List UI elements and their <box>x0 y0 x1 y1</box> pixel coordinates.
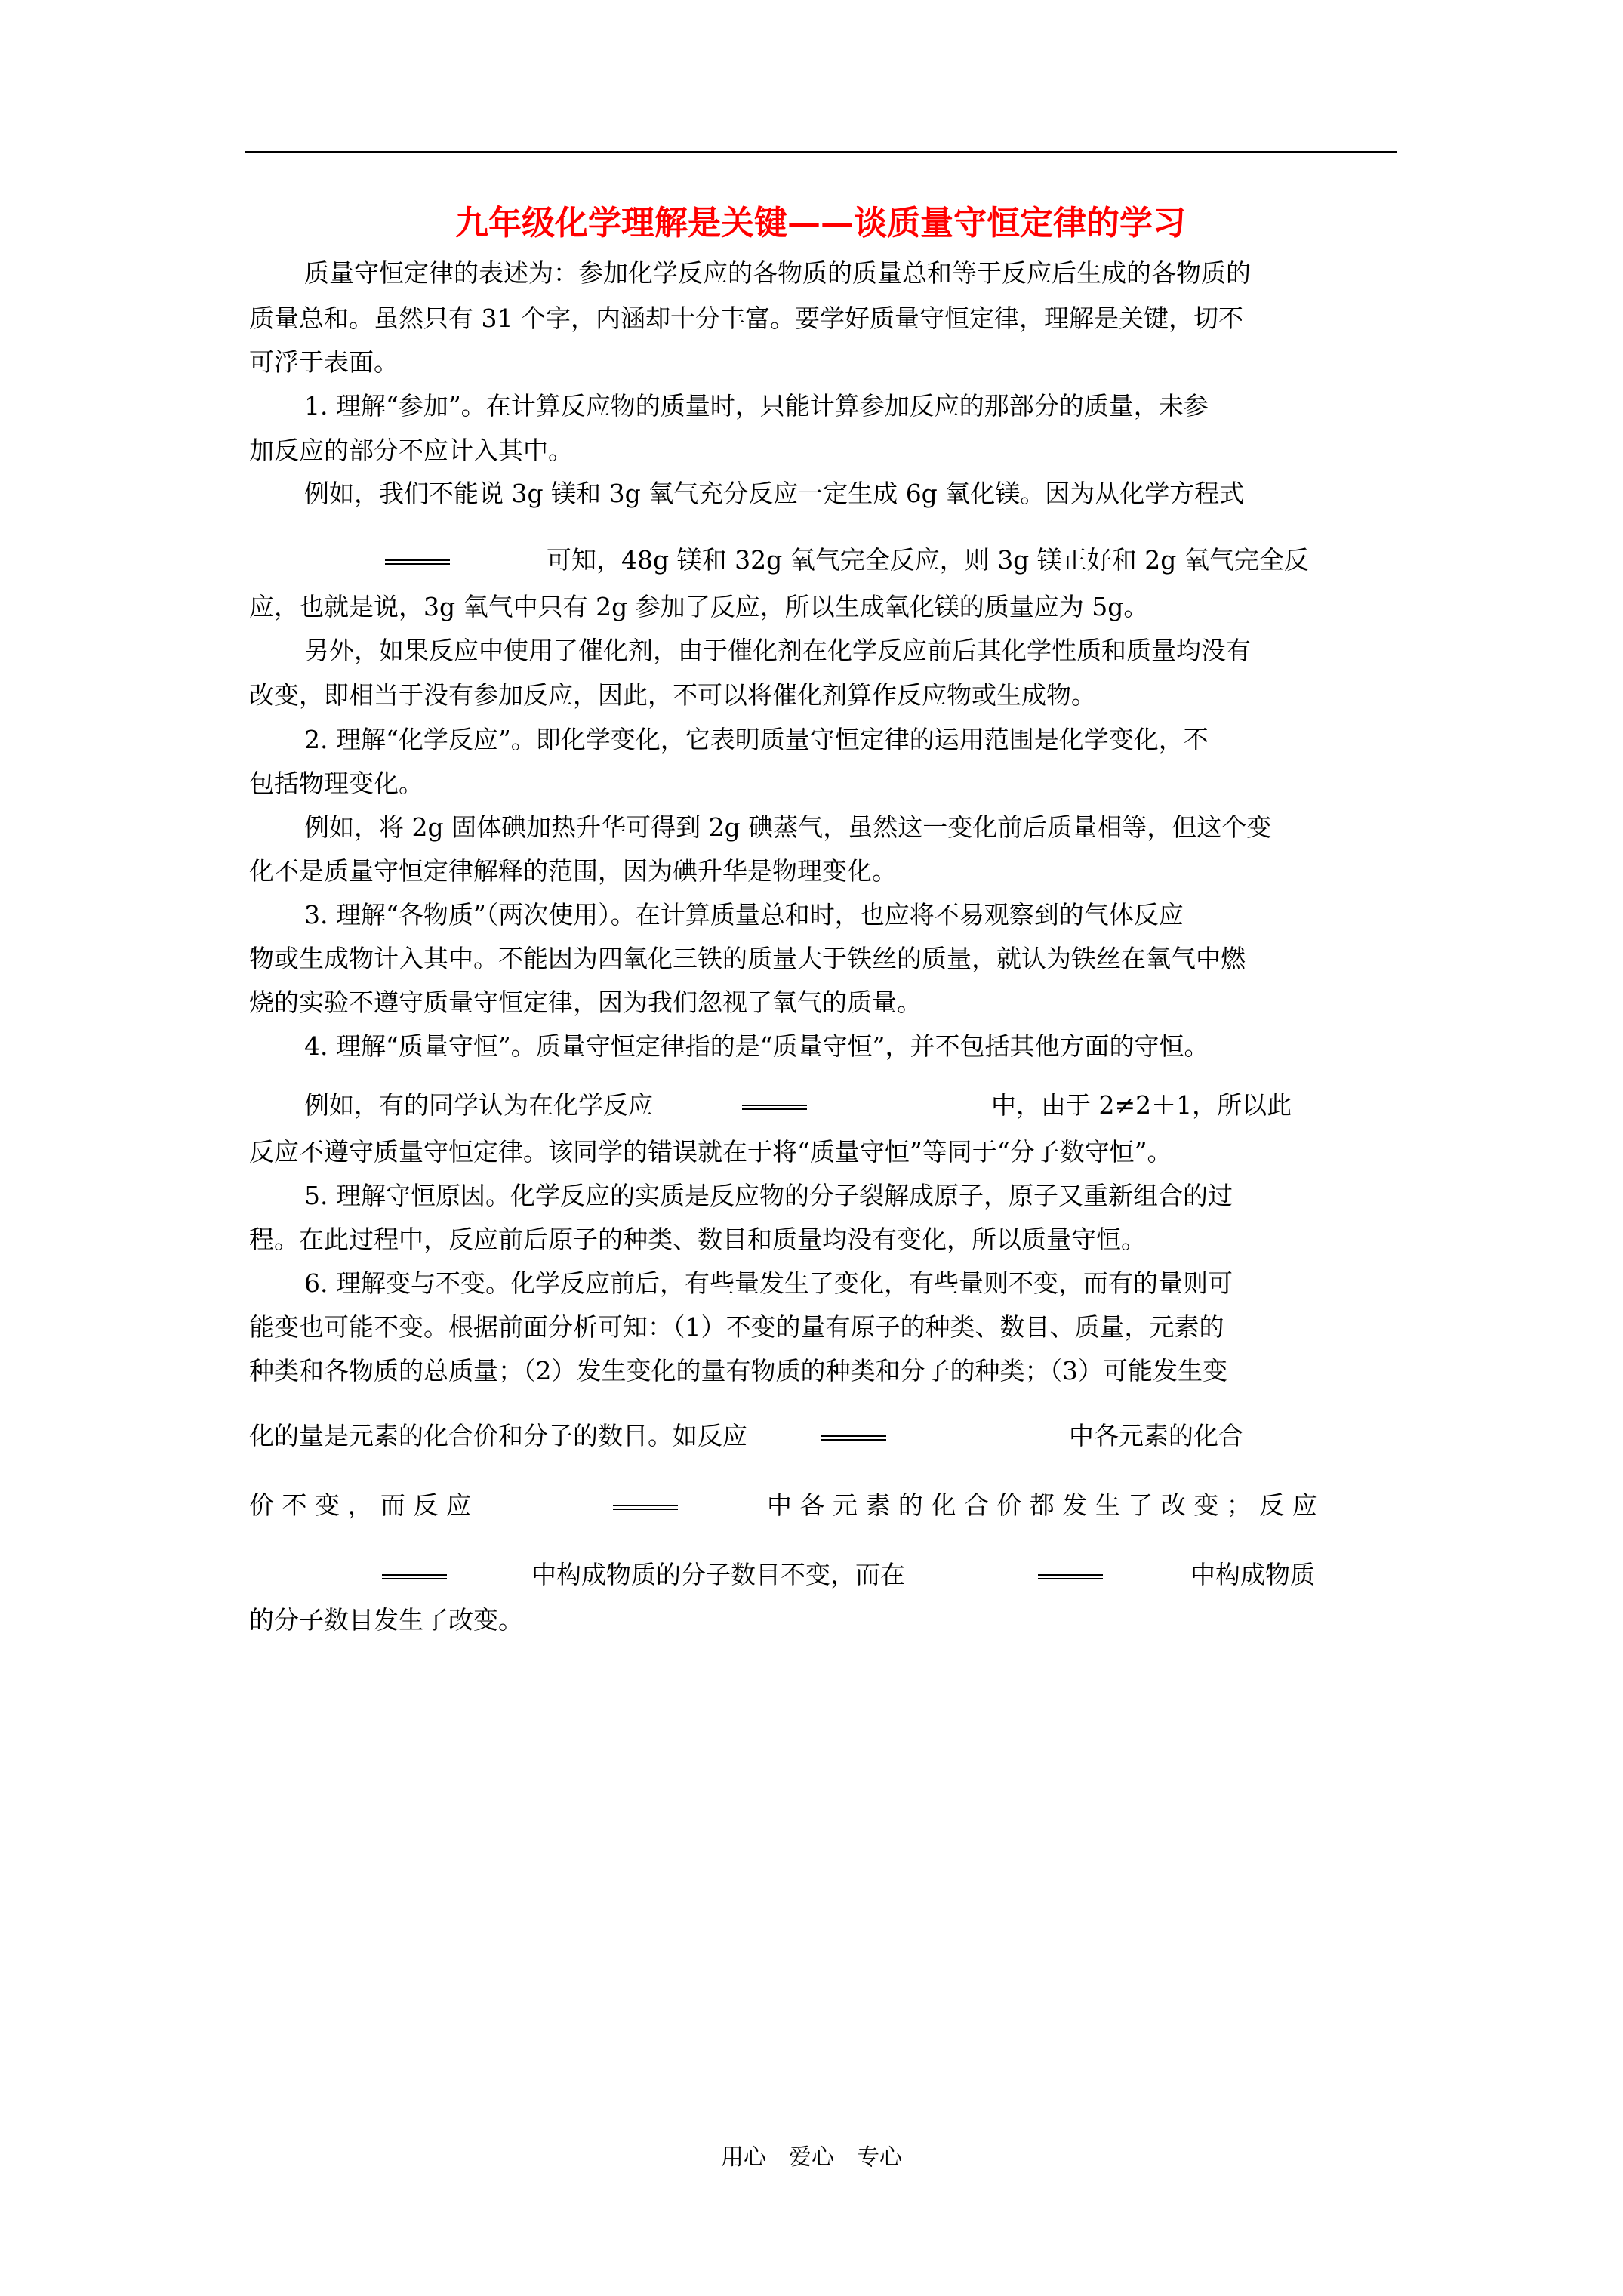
equation-line <box>249 1557 1397 1593</box>
paragraph-text: 中构成物质的分子数目不变，而在 <box>531 1560 905 1589</box>
paragraph-line: 包括物理变化。 <box>249 769 423 798</box>
paragraph-line: 的分子数目发生了改变。 <box>249 1605 523 1635</box>
paragraph-line: 另外，如果反应中使用了催化剂，由于催化剂在化学反应前后其化学性质和质量均没有 <box>304 636 1251 665</box>
paragraph-line: 6. 理解变与不变。化学反应前后，有些量发生了变化，有些量则不变，而有的量则可 <box>304 1268 1233 1298</box>
equation-equals-sign <box>613 1505 678 1510</box>
page-title: 九年级化学理解是关键——谈质量守恒定律的学习 <box>455 204 1186 242</box>
paragraph-line: 质量总和。虽然只有 31 个字，内涵却十分丰富。要学好质量守恒定律，理解是关键，切不 <box>249 304 1243 333</box>
paragraph-text: 中 各 元 素 的 化 合 价 都 发 生 了 改 变 ； 反 应 <box>766 1490 1317 1520</box>
equation-equals-sign <box>385 559 450 565</box>
equation-equals-sign <box>821 1435 886 1441</box>
equation-equals-sign <box>742 1105 807 1110</box>
paragraph-text: 中，由于 2≠2＋1，所以此 <box>991 1090 1292 1120</box>
paragraph-line: 例如，我们不能说 3g 镁和 3g 氧气充分反应一定生成 6g 氧化镁。因为从化学方程式 <box>304 479 1245 508</box>
paragraph-line: 可浮于表面。 <box>249 347 399 377</box>
paragraph-line: 烧的实验不遵守质量守恒定律，因为我们忽视了氧气的质量。 <box>249 988 922 1017</box>
paragraph-line: 质量守恒定律的表述为：参加化学反应的各物质的质量总和等于反应后生成的各物质的 <box>304 258 1251 288</box>
paragraph-line: 物或生成物计入其中。不能因为四氧化三铁的质量大于铁丝的质量，就认为铁丝在氧气中燃 <box>249 944 1246 973</box>
equation-line <box>304 1087 1397 1123</box>
paragraph-line: 改变，即相当于没有参加反应，因此，不可以将催化剂算作反应物或生成物。 <box>249 680 1096 710</box>
paragraph-text: 中构成物质 <box>1190 1560 1315 1589</box>
paragraph-line: 化不是质量守恒定律解释的范围，因为碘升华是物理变化。 <box>249 856 897 886</box>
equation-line <box>249 1487 1397 1524</box>
paragraph-text: 可知，48g 镁和 32g 氧气完全反应，则 3g 镁正好和 2g 氧气完全反 <box>547 545 1309 575</box>
paragraph-line: 2. 理解“化学反应”。即化学变化，它表明质量守恒定律的运用范围是化学变化，不 <box>304 725 1209 754</box>
paragraph-line: 加反应的部分不应计入其中。 <box>249 436 573 465</box>
paragraph-line: 5. 理解守恒原因。化学反应的实质是反应物的分子裂解成原子，原子又重新组合的过 <box>304 1181 1233 1210</box>
equation-line <box>385 542 1397 578</box>
paragraph-text: 价 不 变 ， 而 反 应 <box>249 1490 471 1520</box>
paragraph-text: 例如，有的同学认为在化学反应 <box>304 1090 653 1120</box>
paragraph-line: 反应不遵守质量守恒定律。该同学的错误就在于将“质量守恒”等同于“分子数守恒”。 <box>249 1137 1172 1166</box>
paragraph-text: 化的量是元素的化合价和分子的数目。如反应 <box>249 1421 747 1450</box>
paragraph-line: 程。在此过程中，反应前后原子的种类、数目和质量均没有变化，所以质量守恒。 <box>249 1225 1146 1254</box>
equation-equals-sign <box>382 1574 447 1579</box>
page-footer: 用心 爱心 专心 <box>721 2144 902 2171</box>
paragraph-line: 4. 理解“质量守恒”。质量守恒定律指的是“质量守恒”，并不包括其他方面的守恒。 <box>304 1031 1209 1061</box>
equation-equals-sign <box>1038 1574 1103 1579</box>
paragraph-text: 中各元素的化合 <box>1069 1421 1243 1450</box>
paragraph-line: 应，也就是说，3g 氧气中只有 2g 参加了反应，所以生成氧化镁的质量应为 5g。 <box>249 592 1149 621</box>
paragraph-line: 种类和各物质的总质量；（2）发生变化的量有物质的种类和分子的种类；（3）可能发生变 <box>249 1356 1227 1385</box>
header-rule <box>245 151 1397 153</box>
paragraph-line: 1. 理解“参加”。在计算反应物的质量时，只能计算参加反应的那部分的质量，未参 <box>304 391 1209 421</box>
paragraph-line: 能变也可能不变。根据前面分析可知：（1）不变的量有原子的种类、数目、质量，元素的 <box>249 1312 1224 1342</box>
paragraph-line: 例如，将 2g 固体碘加热升华可得到 2g 碘蒸气，虽然这一变化前后质量相等，但这个变 <box>304 812 1272 842</box>
equation-line <box>249 1418 1397 1454</box>
paragraph-line: 3. 理解“各物质”（两次使用）。在计算质量总和时，也应将不易观察到的气体反应 <box>304 900 1184 929</box>
